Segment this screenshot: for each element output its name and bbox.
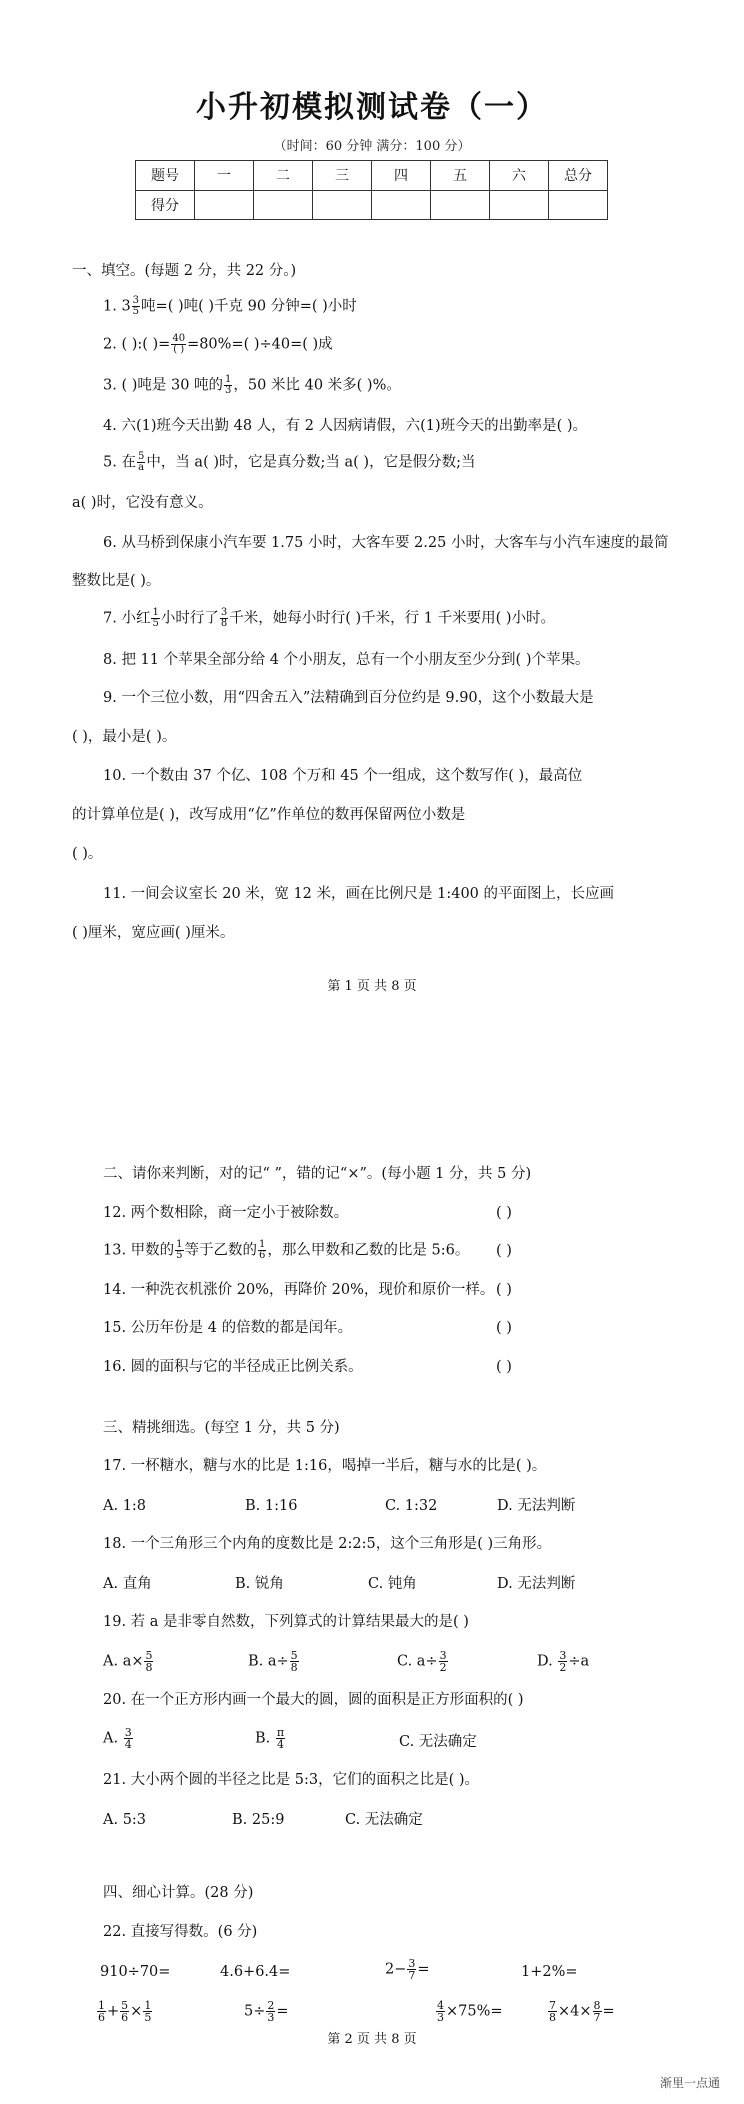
calc-text: = xyxy=(417,1961,430,1978)
q2-text-b: =80%=( )÷40=( )成 xyxy=(187,336,333,353)
option-text: ÷a xyxy=(568,1653,590,1670)
score-cell: 二 xyxy=(254,161,313,191)
question-21: 21. 大小两个圆的半径之比是 5:3，它们的面积之比是( )。 xyxy=(103,1772,480,1788)
frac-num: 3 xyxy=(559,1649,567,1662)
question-15: 15. 公历年份是 4 的倍数的都是闰年。 xyxy=(103,1320,353,1336)
score-cell: 一 xyxy=(195,161,254,191)
question-10: 10. 一个数由 37 个亿、108 个万和 45 个一组成，这个数写作( )，最高位 xyxy=(103,768,583,784)
q3-text-b: ，50 米比 40 米多( )%。 xyxy=(233,377,401,394)
option-a[interactable]: A. 1:8 xyxy=(103,1498,147,1514)
question-10-line3: ( )。 xyxy=(72,846,103,862)
question-18: 18. 一个三角形三个内角的度数比是 2:2:5，这个三角形是( )三角形。 xyxy=(103,1536,552,1552)
option-c[interactable]: C. 1:32 xyxy=(385,1498,438,1514)
calc-text: 2− xyxy=(385,1961,407,1978)
fraction xyxy=(439,1650,448,1673)
question-3 xyxy=(103,375,401,396)
question-11-line2: ( )厘米，宽应画( )厘米。 xyxy=(72,925,235,941)
score-cell: 六 xyxy=(490,161,549,191)
calc-text: = xyxy=(276,2003,289,2020)
frac-den: 3 xyxy=(267,2011,275,2024)
frac-den: ( ) xyxy=(173,344,185,355)
option-a[interactable] xyxy=(103,1650,154,1673)
fraction xyxy=(124,1727,133,1750)
fraction xyxy=(593,2000,602,2023)
question-9: 9. 一个三位小数，用“四舍五入”法精确到百分位约是 9.90，这个小数最大是 xyxy=(103,690,594,706)
option-b[interactable] xyxy=(248,1650,300,1673)
fraction xyxy=(120,2000,129,2023)
score-table-header-row xyxy=(136,161,608,191)
frac-num: 1 xyxy=(225,374,232,385)
frac-num: 5 xyxy=(290,1649,298,1662)
question-17: 17. 一杯糖水，糖与水的比是 1:16，喝掉一半后，糖与水的比是( )。 xyxy=(103,1458,547,1474)
option-a[interactable] xyxy=(103,1727,134,1750)
score-cell: 五 xyxy=(431,161,490,191)
option-b[interactable]: B. 1:16 xyxy=(245,1498,298,1514)
frac-den: 8 xyxy=(290,1661,298,1674)
q3-text-a: 3. ( )吨是 30 吨的 xyxy=(103,377,224,394)
calc-item xyxy=(385,1958,430,1981)
q7-text-c: 千米，她每小时行( )千米，行 1 千米要用( )小时。 xyxy=(229,610,555,627)
fraction xyxy=(558,1650,567,1673)
frac-den: a xyxy=(138,462,145,473)
score-cell: 三 xyxy=(313,161,372,191)
frac-den: 4 xyxy=(276,1738,284,1751)
section2-heading: 二、请你来判断，对的记“ ”，错的记“×”。(每小题 1 分，共 5 分) xyxy=(103,1166,532,1182)
fraction xyxy=(407,1958,416,1981)
fraction xyxy=(97,2000,106,2023)
frac-num: 3 xyxy=(124,1726,132,1739)
frac-num: 5 xyxy=(121,1999,129,2012)
question-12: 12. 两个数相除，商一定小于被除数。 xyxy=(103,1205,349,1221)
option-c[interactable]: C. 钝角 xyxy=(368,1576,417,1592)
frac-den: 7 xyxy=(593,2011,601,2024)
q13-text-a: 13. 甲数的 xyxy=(103,1242,175,1259)
option-d[interactable] xyxy=(537,1650,589,1673)
frac-den: 6 xyxy=(98,2011,105,2024)
option-d[interactable]: D. 无法判断 xyxy=(497,1576,576,1592)
answer-paren[interactable]: ( ) xyxy=(496,1282,512,1298)
q13-text-b: 等于乙数的 xyxy=(184,1242,258,1259)
option-c[interactable]: C. 无法确定 xyxy=(345,1812,423,1828)
calc-item xyxy=(547,2000,615,2023)
option-text: B. xyxy=(255,1730,275,1747)
q2-text-a: 2. ( ):( )= xyxy=(103,336,171,353)
q1-text-b: 吨=( )吨( )千克 90 分钟=( )小时 xyxy=(141,298,357,315)
frac-num: 1 xyxy=(144,1999,152,2012)
question-1 xyxy=(103,296,357,317)
frac-num: 1 xyxy=(259,1239,266,1250)
frac-num: 5 xyxy=(145,1649,153,1662)
frac-num: 2 xyxy=(267,1999,275,2012)
watermark: 渐里一点通 xyxy=(660,2076,721,2090)
frac-num: 5 xyxy=(137,451,145,462)
score-cell: 总分 xyxy=(549,161,608,191)
frac-num: 7 xyxy=(549,1999,556,2012)
option-b[interactable]: B. 锐角 xyxy=(235,1576,284,1592)
question-5-line2: a( )时，它没有意义。 xyxy=(72,495,213,511)
option-b[interactable]: B. 25:9 xyxy=(232,1812,285,1828)
score-table xyxy=(135,160,608,220)
fraction xyxy=(266,2000,275,2023)
calc-text: ×75%= xyxy=(446,2003,503,2020)
fraction xyxy=(290,1650,299,1673)
question-16: 16. 圆的面积与它的半径成正比例关系。 xyxy=(103,1359,363,1375)
frac-den: 6 xyxy=(121,2011,129,2024)
frac-den: 3 xyxy=(437,2011,444,2024)
score-input-cell[interactable] xyxy=(549,190,608,220)
page-footer-2: 第 2 页 共 8 页 xyxy=(327,2032,417,2047)
frac-num: 8 xyxy=(593,1999,601,2012)
calc-text: × xyxy=(130,2003,143,2020)
question-7 xyxy=(103,608,555,629)
option-text: A. a× xyxy=(103,1653,144,1670)
frac-num: 1 xyxy=(176,1239,183,1250)
calc-text: + xyxy=(107,2003,120,2020)
question-6-line2: 整数比是( )。 xyxy=(72,573,161,589)
fraction xyxy=(171,334,186,355)
frac-den: 8 xyxy=(549,2011,556,2024)
q5-text-b: 中，当 a( )时，它是真分数;当 a( )，它是假分数;当 xyxy=(146,454,476,471)
question-22: 22. 直接写得数。(6 分) xyxy=(103,1924,258,1940)
fraction xyxy=(276,1727,285,1750)
frac-den: 3 xyxy=(225,385,232,396)
frac-den: 5 xyxy=(132,306,140,317)
answer-paren[interactable]: ( ) xyxy=(496,1205,512,1221)
frac-den: 8 xyxy=(145,1661,153,1674)
option-a[interactable]: A. 直角 xyxy=(103,1576,152,1592)
score-cell: 题号 xyxy=(136,161,195,191)
frac-num: π xyxy=(276,1726,285,1739)
question-9-line2: ( )，最小是( )。 xyxy=(72,729,177,745)
frac-num: 3 xyxy=(408,1957,416,1970)
fraction xyxy=(548,2000,557,2023)
score-cell: 四 xyxy=(372,161,431,191)
option-d[interactable]: D. 无法判断 xyxy=(497,1498,576,1514)
calc-item: 4.6+6.4= xyxy=(220,1964,291,1980)
question-8: 8. 把 11 个苹果全部分给 4 个小朋友，总有一个小朋友至少分到( )个苹果。 xyxy=(103,652,590,668)
calc-item xyxy=(244,2000,289,2023)
frac-num: 4 xyxy=(437,1999,444,2012)
page-title: 小升初模拟测试卷（一） xyxy=(196,90,548,125)
question-20: 20. 在一个正方形内画一个最大的圆，圆的面积是正方形面积的( ) xyxy=(103,1692,524,1708)
frac-num: 40 xyxy=(172,333,186,344)
frac-num: 3 xyxy=(132,295,140,306)
calc-item: 910÷70= xyxy=(100,1964,171,1980)
score-input-cell[interactable] xyxy=(431,190,490,220)
question-5 xyxy=(103,452,475,473)
option-text: C. a÷ xyxy=(397,1653,438,1670)
frac-den: 7 xyxy=(408,1969,416,1982)
frac-den: 8 xyxy=(220,618,228,629)
fraction xyxy=(137,452,145,473)
q13-text-c: ，那么甲数和乙数的比是 5:6。 xyxy=(267,1242,470,1259)
q7-text-a: 7. 小红 xyxy=(103,610,151,627)
answer-paren[interactable]: ( ) xyxy=(496,1243,512,1259)
section3-heading: 三、精挑细选。(每空 1 分，共 5 分) xyxy=(103,1420,340,1436)
option-b[interactable] xyxy=(255,1727,286,1750)
score-label-cell: 得分 xyxy=(136,190,195,220)
q7-text-b: 小时行了 xyxy=(160,610,219,627)
option-a[interactable]: A. 5:3 xyxy=(103,1812,147,1828)
calc-text: = xyxy=(602,2003,615,2020)
fraction xyxy=(220,608,228,629)
page-footer-1: 第 1 页 共 8 页 xyxy=(327,979,417,994)
question-2 xyxy=(103,334,333,355)
calc-text: ×4× xyxy=(558,2003,592,2020)
question-10-line2: 的计算单位是( )，改写成用“亿”作单位的数再保留两位小数是 xyxy=(72,807,466,823)
fraction xyxy=(151,608,159,629)
frac-den: 2 xyxy=(559,1661,567,1674)
score-input-cell[interactable] xyxy=(372,190,431,220)
q5-text-a: 5. 在 xyxy=(103,454,136,471)
section4-heading: 四、细心计算。(28 分) xyxy=(103,1885,254,1901)
fraction xyxy=(132,296,140,317)
option-text: A. xyxy=(103,1730,123,1747)
fraction xyxy=(144,1650,153,1673)
frac-num: 1 xyxy=(152,607,159,618)
frac-num: 3 xyxy=(220,607,228,618)
frac-den: 6 xyxy=(259,1250,266,1261)
q1-text-a: 1. 3 xyxy=(103,298,131,315)
option-c[interactable]: C. 无法确定 xyxy=(399,1734,477,1750)
frac-den: 4 xyxy=(124,1738,132,1751)
question-13 xyxy=(103,1240,469,1261)
score-table-score-row xyxy=(136,190,608,220)
fraction xyxy=(436,2000,445,2023)
question-6: 6. 从马桥到保康小汽车要 1.75 小时，大客车要 2.25 小时，大客车与小汽车速度的最简 xyxy=(103,535,669,551)
question-19: 19. 若 a 是非零自然数，下列算式的计算结果最大的是( ) xyxy=(103,1614,469,1630)
frac-num: 3 xyxy=(439,1649,447,1662)
calc-item xyxy=(435,2000,503,2023)
frac-den: 5 xyxy=(144,2011,152,2024)
exam-subtitle: （时间：60 分钟 满分：100 分） xyxy=(273,139,471,154)
fraction xyxy=(175,1240,183,1261)
fraction xyxy=(224,375,232,396)
fraction xyxy=(143,2000,152,2023)
option-text: B. a÷ xyxy=(248,1653,289,1670)
question-14: 14. 一种洗衣机涨价 20%，再降价 20%，现价和原价一样。 xyxy=(103,1282,495,1298)
frac-den: 5 xyxy=(176,1250,183,1261)
option-c[interactable] xyxy=(397,1650,449,1673)
option-text: D. xyxy=(537,1653,558,1670)
calc-text: 5÷ xyxy=(244,2003,266,2020)
score-input-cell[interactable] xyxy=(490,190,549,220)
score-input-cell[interactable] xyxy=(313,190,372,220)
fraction xyxy=(258,1240,266,1261)
frac-num: 1 xyxy=(98,1999,105,2012)
answer-paren[interactable]: ( ) xyxy=(496,1320,512,1336)
frac-den: 5 xyxy=(152,618,159,629)
calc-item xyxy=(96,2000,153,2023)
score-input-cell[interactable] xyxy=(195,190,254,220)
question-11: 11. 一间会议室长 20 米，宽 12 米，画在比例尺是 1:400 的平面图上，长应画 xyxy=(103,886,615,902)
calc-item: 1+2%= xyxy=(521,1964,578,1980)
frac-den: 2 xyxy=(439,1661,447,1674)
score-input-cell[interactable] xyxy=(254,190,313,220)
section1-heading: 一、填空。(每题 2 分，共 22 分。) xyxy=(72,263,297,279)
answer-paren[interactable]: ( ) xyxy=(496,1359,512,1375)
question-4: 4. 六(1)班今天出勤 48 人，有 2 人因病请假，六(1)班今天的出勤率是( )。 xyxy=(103,418,588,434)
